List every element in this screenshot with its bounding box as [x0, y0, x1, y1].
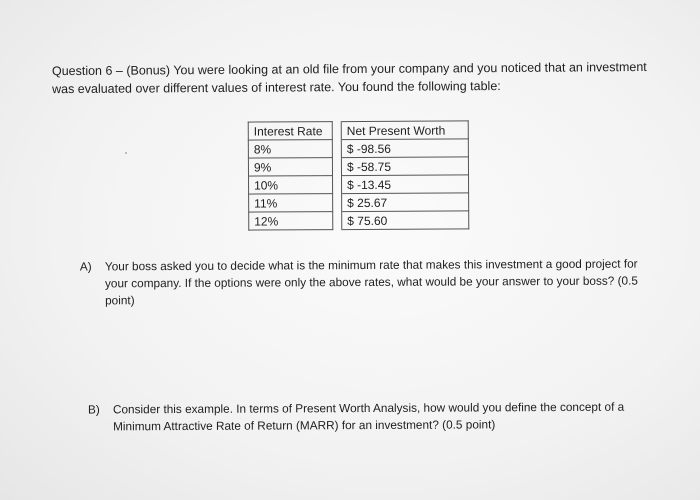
column-gap	[332, 122, 341, 140]
table-row	[248, 139, 468, 158]
rate-cell: 9%	[248, 158, 332, 176]
table-row	[249, 211, 469, 230]
table-row	[248, 157, 468, 176]
table-row	[249, 175, 469, 194]
part-a-text: Your boss asked you to decide what is the minimum rate that makes this investment a good project for your company. If the options were only the above rates, what would be your answer to your boss? (0.5 point)	[104, 256, 638, 308]
rate-cell: 12%	[249, 212, 333, 230]
question-part-b	[88, 399, 658, 436]
column-gap	[333, 176, 342, 194]
rate-cell: 11%	[249, 194, 333, 212]
npw-cell: $ -13.45	[342, 175, 469, 194]
question-part-a	[80, 256, 650, 310]
column-gap	[332, 158, 341, 176]
column-gap	[333, 194, 342, 212]
npw-cell: $ 75.60	[342, 211, 469, 230]
header-net-present-worth: Net Present Worth	[341, 121, 468, 140]
npw-cell: $ 25.67	[342, 193, 469, 212]
npw-cell: $ -58.75	[341, 157, 468, 176]
part-b-marker: B)	[87, 402, 100, 417]
part-b-text: Consider this example. In terms of Present Worth Analysis, how would you define the concept of a Minimum Attractive Rate of Return (MARR) for an investment? (0.5 point)	[112, 399, 625, 434]
question-intro: Question 6 – (Bonus) You were looking at an old file from your company and you noticed that an investment was evaluated over different values of interest rate. You found the following table:	[51, 59, 647, 97]
column-gap	[332, 140, 341, 158]
part-a-marker: A)	[79, 259, 92, 274]
rate-cell: 10%	[249, 176, 333, 194]
table-header-row	[248, 121, 468, 140]
npw-cell: $ -98.56	[341, 139, 468, 158]
table-row	[249, 193, 469, 212]
paper-speck	[125, 152, 127, 154]
column-gap	[333, 212, 342, 230]
header-interest-rate: Interest Rate	[248, 122, 332, 140]
interest-rate-table	[248, 120, 470, 230]
rate-cell: 8%	[248, 140, 332, 158]
